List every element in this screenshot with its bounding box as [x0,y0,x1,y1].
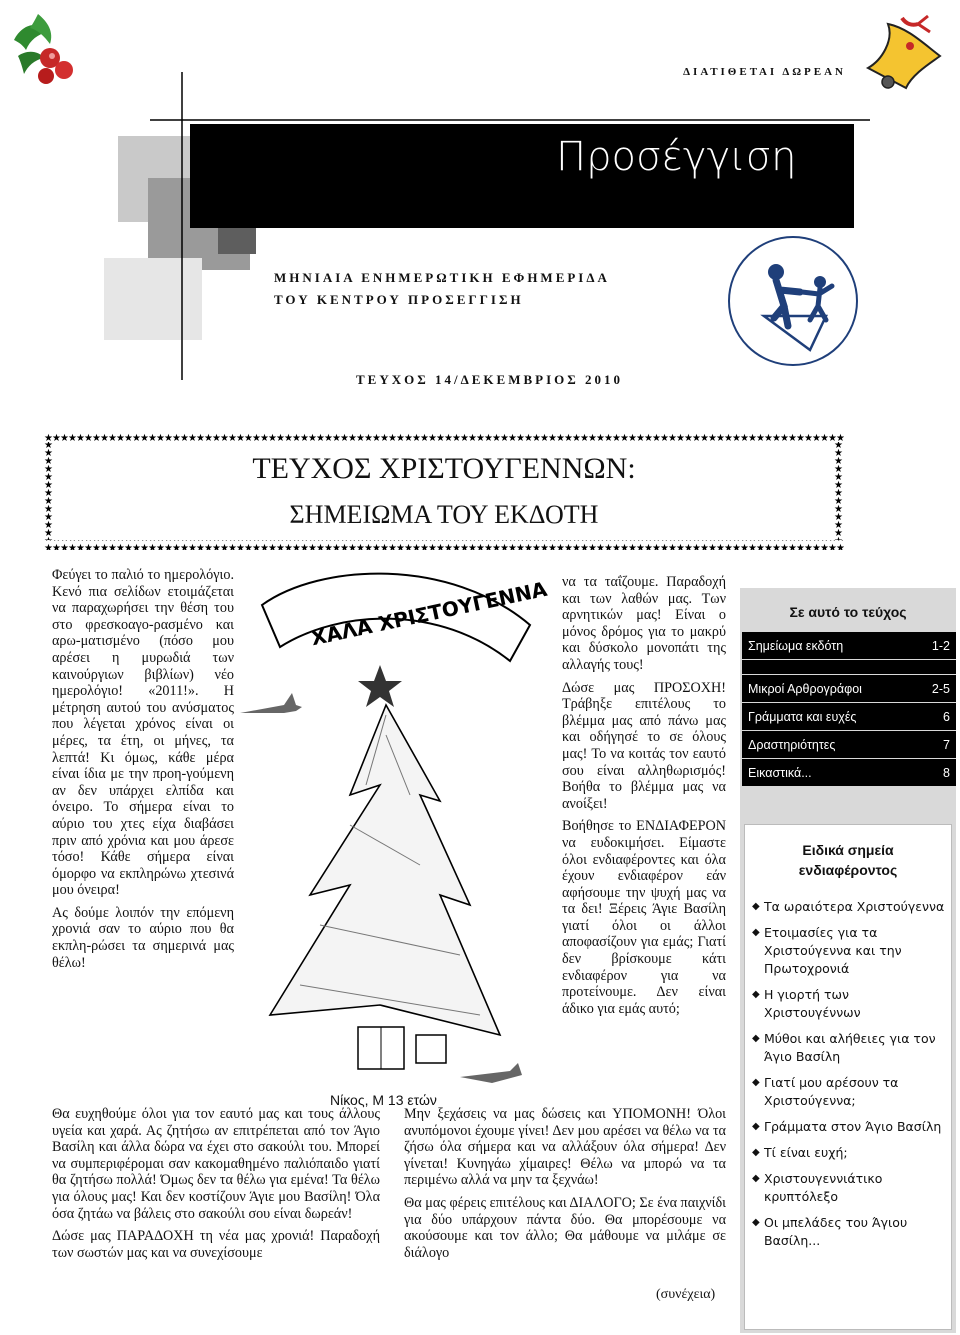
christmas-tree-drawing [240,565,570,1110]
article-paragraph: Φεύγει το παλιό το ημερολόγιο. Κενό πια σελίδων ετοιμάζεται να παραχωρήσει την θέση του στο φρεσκοαγο-ρασμένο και αρω-ματισμένο (πόσο μου αρέσει η μυρωδιά των καινούργιων βιβλίων) νέο ημερολόγιο! «2011!». Η μέτρηση αυτού του ανύσματος που λέγεται χρόνος είναι οι μέρες, τα έτη, οι μήνες, τα λεπτά! Κι όμως, κάθε μέρα είναι ίδια με την προη-γούμενη αν δεν υπάρχει ελπίδα και όνειρο. Το σήμερα είναι το αύριο του χτες είχα διαβάσει πριν από χρόνια και μου άρεσε τόσο! Κάθε σήμερα είναι όμορφο να εκπληρώνω χτεσινά μου όνειρα! [52,567,234,899]
tree-banner-text: ΧΑΛΑ ΧΡΙΣΤΟΥΓΕΝΝΑ [308,576,550,651]
special-interest-item-label: Τα ωραιότερα Χριστούγεννα [764,899,945,914]
special-interest-item-label: Οι μπελάδες του Άγιου Βασίλη... [764,1215,908,1248]
toc-item-label: Γράμματα και ευχές [748,709,857,724]
article-column-3 [562,574,726,1017]
special-interest-item-label: Γιατί μου αρέσουν τα Χριστούγεννα; [764,1075,899,1108]
issue-date: ΤΕΥΧΟΣ 14/ΔΕΚΕΜΒΡΙΟΣ 2010 [356,372,623,387]
toc-item-page: 1-2 [931,638,950,653]
diamond-bullet-icon: ◆ [752,1217,760,1228]
toc-item[interactable] [742,731,956,758]
special-interest-list [752,898,948,1258]
special-interest-title-line2: ενδιαφέροντος [798,862,898,878]
toc-divider [742,660,956,674]
diamond-bullet-icon: ◆ [752,989,760,1000]
special-interest-item[interactable] [752,1144,948,1162]
center-logo-icon [726,234,860,368]
special-interest-title-line1: Ειδικά σημεία [802,842,894,858]
toc-item-label: Μικροί Αρθρογράφοι [748,681,862,696]
special-interest-item[interactable] [752,1074,948,1110]
article-paragraph: να τα ταΐζουμε. Παραδοχή και των λαθών μας. Των αρνητικών μας! Είναι ο μόνος δρόμος για το μακρύ και δύσκολο μονοπάτι της αλλαγής τους! [562,574,726,673]
special-interest-item-label: Ετοιμασίες για τα Χριστούγεννα και την Πρωτοχρονιά [764,925,902,976]
toc-item-label: Σημείωμα εκδότη [748,638,844,653]
special-interest-title [744,840,952,880]
special-interest-item[interactable] [752,986,948,1022]
diamond-bullet-icon: ◆ [752,1147,760,1158]
toc-item-page: 6 [943,709,950,724]
toc-item[interactable] [742,703,956,730]
special-interest-item[interactable] [752,898,948,916]
bell-icon [858,10,950,105]
diamond-bullet-icon: ◆ [752,901,760,912]
article-paragraph: Μην ξεχάσεις να μας δώσεις και ΥΠΟΜΟΝΗ! Όλοι ανυπόμονοι έχουμε γίνει! Δεν μου αρέσει να θέλω να τα ζήσω όλα σήμερα και να αλλάξουν όλα σήμερα! Δεν γίνεται! Κυνηγάω χίμαιρες! Θέλω να μπορώ να τα περιμένω αλλά να μην τα ξεχνάω! [404,1106,726,1189]
special-interest-item-label: Χριστουγεννιάτικο κρυπτόλεξο [764,1171,883,1204]
special-interest-item[interactable] [752,924,948,978]
article-column-1 [52,567,234,971]
illustration-caption: Νίκος, Μ 13 ετών [330,1092,437,1108]
diamond-bullet-icon: ◆ [752,927,760,938]
table-of-contents [742,632,956,787]
article-paragraph: Δώσε μας ΠΑΡΑΔΟΧΗ τη νέα μας χρονιά! Παραδοχή των σωστών μας και να συνεχίσουμε [52,1228,380,1261]
toc-item-label: Εικαστικά... [748,765,812,780]
special-interest-item[interactable] [752,1214,948,1250]
special-interest-item[interactable] [752,1030,948,1066]
article-paragraph: Βοήθησε το ΕΝΔΙΑΦΕΡΟΝ να ευδοκιμήσει. Είμαστε όλοι ενδιαφέροντες και όλα έχουν ενδιαφέρον εάν αφήσουμε την ψυχή μας να τα δει! Ξέρεις Άγιε Βασίλη γιατί όλοι οι άλλοι αποφασίζουν για εμάς; Γιατί δεν βρίσκουμε κάτι ενδιαφέρον για να προτείνουμε. Δεν είναι άδικο για εμάς αυτό; [562,818,726,1017]
masthead-title: Προσέγγιση [556,134,797,180]
special-interest-item-label: Γράμματα στον Άγιο Βασίλη [764,1119,942,1134]
toc-item[interactable] [742,675,956,702]
toc-item-label: Δραστηριότητες [748,737,836,752]
article-bottom-right [404,1106,726,1261]
toc-item-page: 8 [943,765,950,780]
special-interest-item[interactable] [752,1170,948,1206]
special-interest-item-label: Μύθοι και αλήθειες για τον Άγιο Βασίλη [764,1031,936,1064]
section-title-frame [44,432,844,550]
holly-icon [8,10,86,90]
toc-item[interactable] [742,759,956,786]
special-interest-item-label: Τί είναι ευχή; [764,1145,848,1160]
newspaper-subtitle-line2: ΤΟΥ ΚΕΝΤΡΟΥ ΠΡΟΣΕΓΓΙΣΗ [274,292,524,307]
article-paragraph: Θα ευχηθούμε όλοι για τον εαυτό μας και τους άλλους υγεία και χαρά. Ας ζητήσω αν επιτρέπεται από τον Άγιο Βασίλη και άλλα δώρα να έχει στο σακούλι του. Μπορεί να συμπεριφέρομαι σαν κακομαθημένο παλιόπαιδο γιατί θα ζητήσω πολλά! Όμως δεν τα θέλω για εμένα! Τα θέλω για όλους μας! Και δεν κοστίζουν Άγιε μου Βασίλη! Όλα όσα ζητάω να βάλεις στο σακούλι σου είναι δωρεάν! [52,1106,380,1222]
diamond-bullet-icon: ◆ [752,1077,760,1088]
article-paragraph: Δώσε μας ΠΡΟΣΟΧΗ! Τράβηξε επιτέλους το βλέμμα μας από πάνω μας και οδήγησέ το σε όλους μας! Το να κοιτάς τον εαυτό σου είναι αλληθωρισμός! Βοήθα το βλέμμα μας να ανοίξει! [562,679,726,812]
free-distribution-tagline: ΔΙΑΤΙΘΕΤΑΙ ΔΩΡΕΑΝ [683,66,846,78]
article-paragraph: Θα μας φέρεις επιτέλους και ΔΙΑΛΟΓΟ; Σε ένα παιχνίδι για δύο υπάρχουν πάντα δύο. Θα μπορέσουμε να ακούσουμε και τον άλλο; Θα μάθουμε να μιλάμε σε διάλογο [404,1194,726,1261]
article-paragraph: Ας δούμε λοιπόν την επόμενη χρονιά σαν το αύριο που θα εκπλη-ρώσει τα σημερινά μας θέλω! [52,904,234,971]
diamond-bullet-icon: ◆ [752,1173,760,1184]
section-title: ΤΕΥΧΟΣ ΧΡΙΣΤΟΥΓΕΝΝΩΝ: [252,452,636,485]
toc-item-page: 7 [943,737,950,752]
special-interest-item[interactable] [752,1118,948,1136]
diamond-bullet-icon: ◆ [752,1121,760,1132]
toc-title: Σε αυτό το τεύχος [789,604,907,620]
continued-label: (συνέχεια) [656,1287,716,1302]
special-interest-item-label: Η γιορτή των Χριστουγέννων [764,987,861,1020]
section-subtitle: ΣΗΜΕΙΩΜΑ ΤΟΥ ΕΚΔΟΤΗ [289,500,599,529]
diamond-bullet-icon: ◆ [752,1033,760,1044]
toc-item[interactable] [742,632,956,659]
toc-item-page: 2-5 [931,681,950,696]
newspaper-subtitle-line1: ΜΗΝΙΑΙΑ ΕΝΗΜΕΡΩΤΙΚΗ ΕΦΗΜΕΡΙΔΑ [274,270,610,285]
article-bottom-left [52,1106,380,1261]
